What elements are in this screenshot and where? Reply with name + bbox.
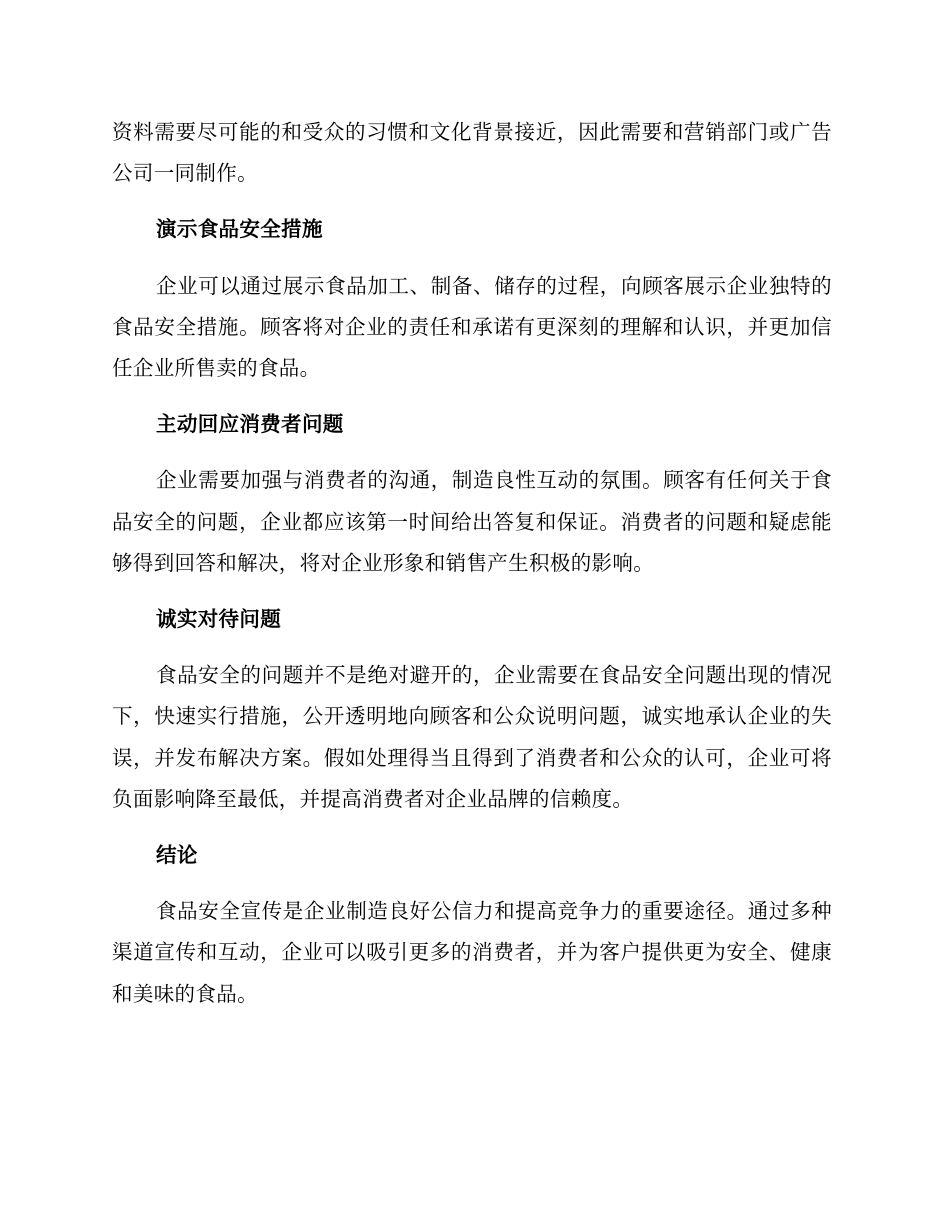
section-body-food-safety-measures: 企业可以通过展示食品加工、制备、储存的过程，向顾客展示企业独特的食品安全措施。顾客将对企业的责任和承诺有更深刻的理解和认识，并更加信任企业所售卖的食品。 (112, 273, 832, 381)
section-heading-conclusion: 结论 (156, 843, 198, 868)
section-heading-food-safety-measures: 演示食品安全措施 (156, 217, 323, 242)
section-body-respond-to-consumers: 企业需要加强与消费者的沟通，制造良性互动的氛围。顾客有任何关于食品安全的问题，企业都应该第一时间给出答复和保证。消费者的问题和疑虑能够得到回答和解决，将对企业形象和销售产生积极的影响。 (112, 468, 832, 575)
section-heading-honesty: 诚实对待问题 (156, 607, 282, 632)
section-heading-respond-to-consumers: 主动回应消费者问题 (156, 412, 344, 437)
document-body (112, 112, 832, 1030)
section-body-honesty: 食品安全的问题并不是绝对避开的，企业需要在食品安全问题出现的情况下，快速实行措施，公开透明地向顾客和公众说明问题，诚实地承认企业的失误，并发布解决方案。假如处理得当且得到了消费者和公众的认可，企业可将负面影响降至最低，并提高消费者对企业品牌的信赖度。 (112, 663, 832, 811)
section-body-conclusion: 食品安全宣传是企业制造良好公信力和提高竞争力的重要途径。通过多种渠道宣传和互动，企业可以吸引更多的消费者，并为客户提供更为安全、健康和美味的食品。 (112, 899, 832, 1006)
intro-paragraph: 资料需要尽可能的和受众的习惯和文化背景接近，因此需要和营销部门或广告公司一同制作。 (112, 120, 832, 186)
